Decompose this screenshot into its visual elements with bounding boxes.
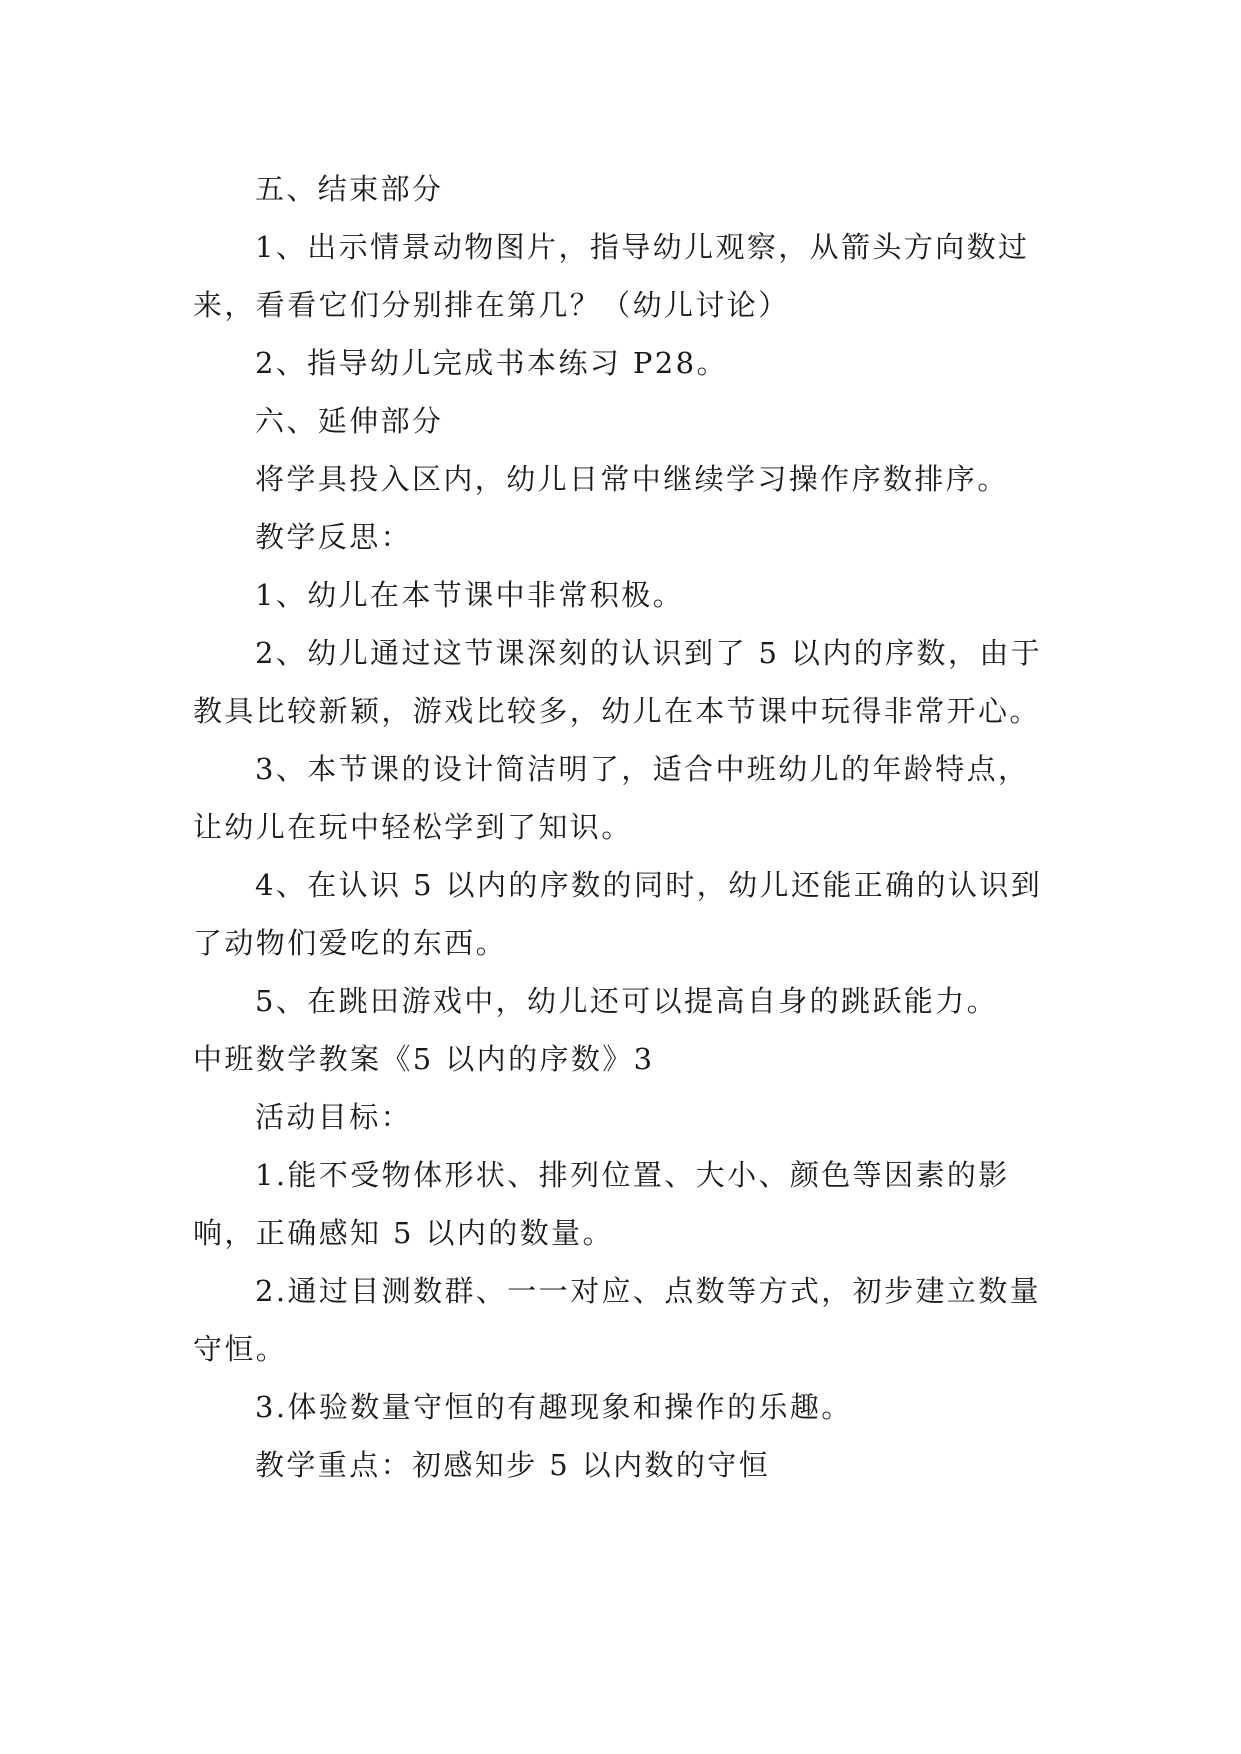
paragraph: 3.体验数量守恒的有趣现象和操作的乐趣。 — [255, 1390, 853, 1424]
section-heading-reflection: 教学反思： — [255, 520, 413, 554]
paragraph: 2、指导幼儿完成书本练习 P28。 — [255, 346, 728, 380]
paragraph: 1.能不受物体形状、排列位置、大小、颜色等因素的影响，正确感知 5 以内的数量。 — [193, 1158, 1010, 1250]
paragraph: 1、出示情景动物图片，指导幼儿观察，从箭头方向数过来，看看它们分别排在第几？（幼儿讨论） — [193, 230, 1030, 322]
section-heading-ending: 五、结束部分 — [255, 172, 444, 206]
paragraph: 1、幼儿在本节课中非常积极。 — [255, 578, 685, 612]
document-body — [193, 160, 1053, 1494]
paragraph: 5、在跳田游戏中，幼儿还可以提高自身的跳跃能力。 — [255, 984, 999, 1018]
paragraph: 2、幼儿通过这节课深刻的认识到了 5 以内的序数，由于教具比较新颖，游戏比较多，幼儿在本节课中玩得非常开心。 — [193, 636, 1043, 728]
paragraph: 4、在认识 5 以内的序数的同时，幼儿还能正确的认识到了动物们爱吃的东西。 — [193, 868, 1043, 960]
lesson-title: 中班数学教案《5 以内的序数》3 — [193, 1042, 655, 1076]
section-heading-extension: 六、延伸部分 — [255, 404, 444, 438]
paragraph: 3、本节课的设计简洁明了，适合中班幼儿的年龄特点，让幼儿在玩中轻松学到了知识。 — [193, 752, 1030, 844]
section-heading-goals: 活动目标： — [255, 1100, 413, 1134]
paragraph: 2.通过目测数群、一一对应、点数等方式，初步建立数量守恒。 — [193, 1274, 1042, 1366]
paragraph: 将学具投入区内，幼儿日常中继续学习操作序数排序。 — [255, 462, 1009, 496]
paragraph: 教学重点：初感知步 5 以内数的守恒 — [255, 1448, 771, 1482]
